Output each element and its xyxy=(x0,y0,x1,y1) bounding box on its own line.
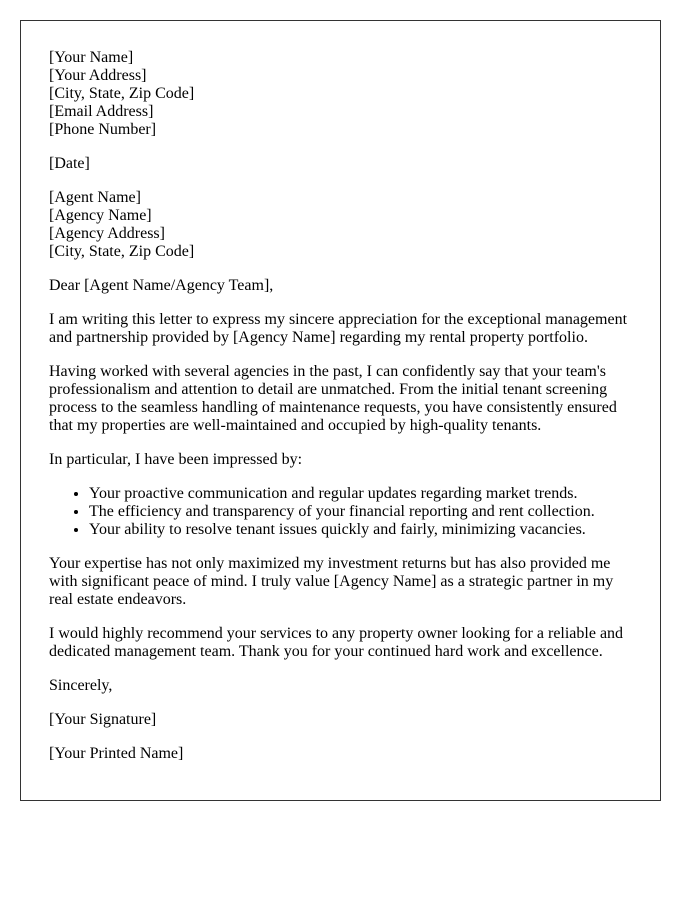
recipient-agency: [Agency Name] xyxy=(49,207,152,224)
sender-name: [Your Name] xyxy=(49,49,134,66)
sender-block xyxy=(49,49,632,139)
recipient-address: [Agency Address] xyxy=(49,225,165,242)
body-paragraph: I would highly recommend your services to any property owner looking for a reliable and dedicated management team. Thank you for your continued hard work and excellence. xyxy=(49,625,624,660)
body-paragraph: Your expertise has not only maximized my investment returns but has also provided me with significant peace of mind. I truly value [Agency Name] as a strategic partner in my real estate endeavors. xyxy=(49,555,614,608)
list-item: • The efficiency and transparency of your financial reporting and rent collection. xyxy=(89,503,632,521)
salutation: Dear [Agent Name/Agency Team], xyxy=(49,277,274,294)
list-item: • Your ability to resolve tenant issues quickly and fairly, minimizing vacancies. xyxy=(89,521,632,539)
sender-address: [Your Address] xyxy=(49,67,147,84)
list-item: • Your proactive communication and regular updates regarding market trends. xyxy=(89,485,632,503)
sign-off: Sincerely, xyxy=(49,677,113,694)
body-paragraph: I am writing this letter to express my sincere appreciation for the exceptional management and partnership provided by [Agency Name] regarding my rental property portfolio. xyxy=(49,311,628,346)
printed-name: [Your Printed Name] xyxy=(49,745,184,762)
impressions-list xyxy=(49,485,632,539)
sender-email: [Email Address] xyxy=(49,103,154,120)
recipient-city: [City, State, Zip Code] xyxy=(49,243,195,260)
recipient-agent: [Agent Name] xyxy=(49,189,141,206)
signature: [Your Signature] xyxy=(49,711,157,728)
letter xyxy=(20,20,661,801)
body-paragraph: Having worked with several agencies in the past, I can confidently say that your team's professionalism and attention to detail are unmatched. From the initial tenant screening process to the seamless handling of maintenance requests, you have consistently ensured that my properties are well-maintained and occupied by high-quality tenants. xyxy=(49,363,617,434)
sender-phone: [Phone Number] xyxy=(49,121,157,138)
body-paragraph: In particular, I have been impressed by: xyxy=(49,451,303,468)
sender-city: [City, State, Zip Code] xyxy=(49,85,195,102)
recipient-block xyxy=(49,189,632,261)
date: [Date] xyxy=(49,155,90,172)
